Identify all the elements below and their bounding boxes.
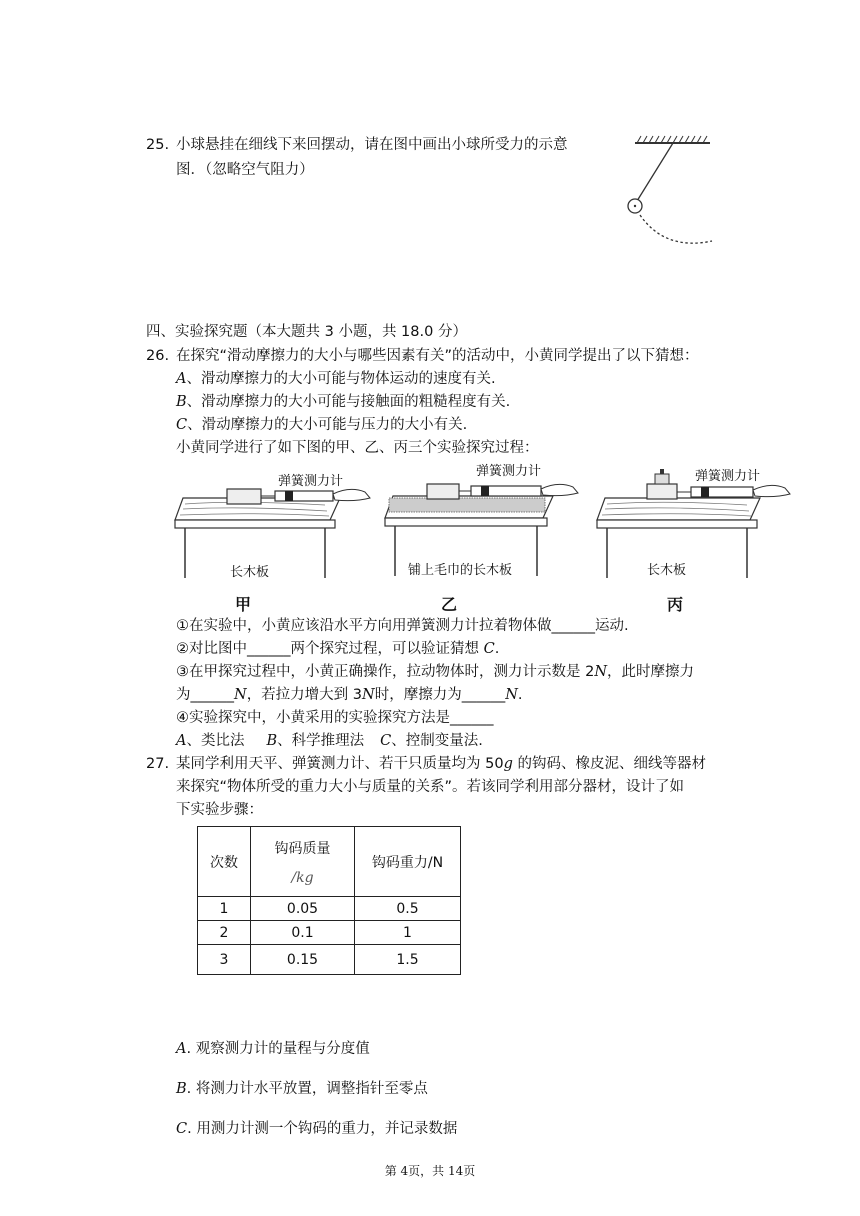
q26-guess-a	[176, 369, 496, 389]
guess-c-letter: C	[176, 417, 188, 433]
option-c-text: 、控制变量法.	[391, 733, 483, 749]
table-header-row	[198, 827, 461, 897]
header-count: 次数	[198, 827, 251, 897]
cell-weight: 0.5	[355, 897, 461, 921]
q25-text-line1: 小球悬挂在细线下来回摆动，请在图中画出小球所受力的示意	[176, 137, 568, 153]
guess-a-letter: A	[176, 371, 187, 387]
q27-unit-g: g	[503, 756, 513, 772]
q26-guess-b	[176, 392, 510, 412]
cell-mass: 0.05	[251, 897, 355, 921]
cell-weight: 1.5	[355, 945, 461, 975]
item2-letter: C	[483, 641, 495, 657]
item3-unit2: N	[234, 687, 247, 703]
q26-guess-c	[176, 415, 467, 435]
item2-text: ②对比图中______两个探究过程，可以验证猜想	[176, 641, 484, 657]
meter-label-1: 弹簧测力计	[278, 474, 344, 489]
guess-b-text: 、滑动摩擦力的大小可能与接触面的粗糙程度有关.	[186, 394, 511, 410]
page-footer: 第 4页，共 14页	[384, 1164, 476, 1178]
item3-unit1: N	[594, 664, 608, 680]
item3-f: .	[517, 687, 523, 703]
header-mass-unit: /kg	[291, 869, 314, 886]
board-label-1: 长木板	[230, 565, 270, 580]
item3-e: 时，摩擦力为______	[374, 687, 506, 703]
option-b-letter: B	[266, 733, 278, 749]
q27-step-a	[176, 1039, 370, 1059]
table-row	[198, 945, 461, 975]
item3-c: 为______	[176, 687, 234, 703]
item3-unit4: N	[505, 687, 518, 703]
q27-line1-b: 的钩码、橡皮泥、细线等器材	[512, 756, 706, 772]
q27-number: 27.	[146, 756, 170, 772]
cell-mass: 0.1	[251, 921, 355, 945]
item3-d: ，若拉力增大到 3	[246, 687, 363, 703]
header-weight: 钩码重力/N	[355, 827, 461, 897]
q26-options	[176, 731, 483, 751]
board-label-2: 铺上毛巾的长木板	[408, 563, 513, 578]
meter-label-2: 弹簧测力计	[476, 464, 542, 479]
guess-b-letter: B	[176, 394, 187, 410]
step-a-letter: A	[176, 1041, 187, 1057]
item3-unit3: N	[362, 687, 375, 703]
q27-step-b	[176, 1079, 428, 1099]
option-a-text: 、类比法	[186, 733, 245, 749]
caption-jia: 甲	[235, 595, 252, 614]
item3-a: ③在甲探究过程中，小黄正确操作，拉动物体时，测力计示数是 2	[176, 664, 595, 680]
section-4-title: 四、实验探究题（本大题共 3 小题，共 18.0 分）	[146, 324, 467, 340]
q26-item1: ①在实验中，小黄应该沿水平方向用弹簧测力计拉着物体做______运动.	[176, 618, 629, 634]
cell-count: 3	[198, 945, 251, 975]
q27-line3: 下实验步骤：	[176, 802, 263, 818]
cell-weight: 1	[355, 921, 461, 945]
step-b-text: . 将测力计水平放置，调整指针至零点	[186, 1081, 428, 1097]
q26-intro: 在探究“滑动摩擦力的大小与哪些因素有关”的活动中，小黄同学提出了以下猜想：	[176, 348, 699, 364]
q26-process: 小黄同学进行了如下图的甲、乙、丙三个实验探究过程：	[176, 440, 539, 456]
step-a-text: . 观察测力计的量程与分度值	[186, 1041, 370, 1057]
q27-step-c	[176, 1119, 457, 1139]
mass-weight-table	[197, 826, 461, 975]
table-row	[198, 897, 461, 921]
step-c-text: . 用测力计测一个钩码的重力，并记录数据	[187, 1121, 458, 1137]
q26-number: 26.	[146, 348, 170, 364]
q26-item3-line2	[176, 685, 523, 705]
option-b-text: 、科学推理法	[277, 733, 365, 749]
cell-count: 1	[198, 897, 251, 921]
meter-label-3: 弹簧测力计	[695, 469, 761, 484]
header-mass	[251, 827, 355, 897]
item2-end: .	[494, 641, 500, 657]
option-a-letter: A	[176, 733, 187, 749]
cell-count: 2	[198, 921, 251, 945]
caption-yi: 乙	[441, 595, 458, 614]
setup-jia	[175, 489, 370, 578]
step-b-letter: B	[176, 1081, 187, 1097]
guess-a-text: 、滑动摩擦力的大小可能与物体运动的速度有关.	[186, 371, 496, 387]
pendulum-figure	[620, 133, 720, 263]
q27-line1-a: 某同学利用天平、弹簧测力计、若干只质量均为 50	[176, 756, 504, 772]
q26-item2	[176, 639, 499, 659]
item3-b: ，此时摩擦力	[607, 664, 695, 680]
q25-number: 25.	[146, 137, 170, 153]
q26-item4: ④实验探究中，小黄采用的实验探究方法是______	[176, 710, 494, 726]
q27-line1	[176, 754, 706, 774]
guess-c-text: 、滑动摩擦力的大小可能与压力的大小有关.	[187, 417, 468, 433]
table-row	[198, 921, 461, 945]
q27-line2: 来探究“物体所受的重力大小与质量的关系”。若该同学利用部分器材，设计了如	[176, 779, 685, 795]
q25-text-line2: 图．（忽略空气阻力）	[176, 162, 314, 178]
step-c-letter: C	[176, 1121, 188, 1137]
board-label-3: 长木板	[647, 563, 687, 578]
option-c-letter: C	[380, 733, 392, 749]
cell-mass: 0.15	[251, 945, 355, 975]
q26-item3-line1	[176, 662, 694, 682]
header-mass-label: 钩码质量	[274, 840, 331, 857]
setup-bing	[597, 469, 790, 578]
caption-bing: 丙	[667, 595, 684, 614]
